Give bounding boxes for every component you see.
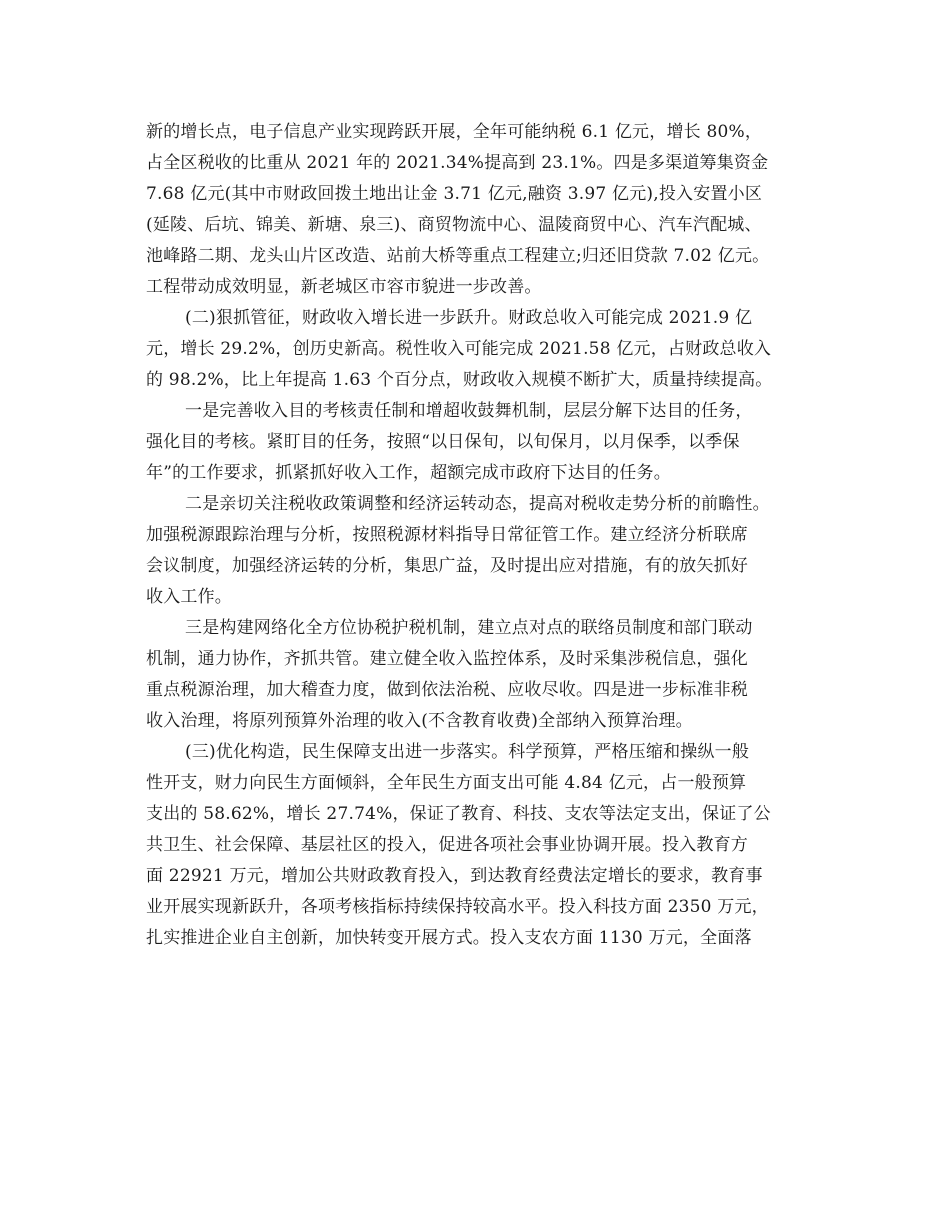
text-line: 元，增长 29.2%，创历史新高。税性收入可能完成 2021.58 亿元，占财政总收入 (146, 339, 772, 359)
text-line: 重点税源治理，加大稽查力度，做到依法治税、应收尽收。四是进一步标准非税 (146, 680, 748, 700)
text-line: 新的增长点，电子信息产业实现跨跃开展，全年可能纳税 6.1 亿元，增长 80%， (146, 122, 763, 142)
text-line: 池峰路二期、龙头山片区改造、站前大桥等重点工程建立;归还旧贷款 7.02 亿元。 (146, 246, 770, 266)
text-line: (延陵、后坑、锦美、新塘、泉三)、商贸物流中心、温陵商贸中心、汽车汽配城、 (146, 215, 762, 235)
text-line: 占全区税收的比重从 2021 年的 2021.34%提高到 23.1%。四是多渠道筹集资金 (146, 153, 769, 173)
paragraph-start-line: 一是完善收入目的考核责任制和增超收鼓舞机制，层层分解下达目的任务， (185, 401, 753, 421)
text-line: 加强税源跟踪治理与分析，按照税源材料指导日常征管工作。建立经济分析联席 (146, 525, 748, 545)
paragraph-start-line: (三)优化构造，民生保障支出进一步落实。科学预算，严格压缩和操纵一般 (185, 742, 750, 762)
text-line: 支出的 58.62%，增长 27.74%，保证了教育、科技、支农等法定支出，保证了公 (146, 804, 771, 824)
text-line: 强化目的考核。紧盯目的任务，按照“以日保旬，以旬保月，以月保季，以季保 (146, 432, 740, 452)
text-line: 扎实推进企业自主创新，加快转变开展方式。投入支农方面 1130 万元，全面落 (146, 928, 752, 948)
text-line: 性开支，财力向民生方面倾斜，全年民生方面支出可能 4.84 亿元，占一般预算 (146, 773, 747, 793)
text-line: 业开展实现新跃升，各项考核指标持续保持较高水平。投入科技方面 2350 万元， (146, 897, 769, 917)
paragraph-start-line: 三是构建网络化全方位协税护税机制，建立点对点的联络员制度和部门联动 (185, 618, 753, 638)
text-line: 面 22921 万元，增加公共财政教育投入，到达教育经费法定增长的要求，教育事 (146, 866, 763, 886)
text-line: 机制，通力协作，齐抓共管。建立健全收入监控体系，及时采集涉税信息，强化 (146, 649, 748, 669)
text-line: 年”的工作要求，抓紧抓好收入工作，超额完成市政府下达目的任务。 (146, 463, 671, 483)
text-line: 会议制度，加强经济运转的分析，集思广益，及时提出应对措施，有的放矢抓好 (146, 556, 748, 576)
text-line: 收入治理，将原列预算外治理的收入(不含教育收费)全部纳入预算治理。 (146, 711, 693, 731)
text-line: 7.68 亿元(其中市财政回拨土地出让金 3.71 亿元,融资 3.97 亿元),投入安置小区 (146, 184, 763, 204)
text-line: 收入工作。 (146, 587, 232, 607)
text-line: 工程带动成效明显，新老城区市容市貌进一步改善。 (146, 277, 542, 297)
paragraph-start-line: (二)狠抓管征，财政收入增长进一步跃升。财政总收入可能完成 2021.9 亿 (185, 308, 753, 328)
paragraph-start-line: 二是亲切关注税收政策调整和经济运转动态，提高对税收走势分析的前瞻性。 (185, 494, 770, 514)
text-line: 共卫生、社会保障、基层社区的投入，促进各项社会事业协调开展。投入教育方 (146, 835, 748, 855)
text-line: 的 98.2%，比上年提高 1.63 个百分点，财政收入规模不断扩大，质量持续提高。 (146, 370, 773, 390)
